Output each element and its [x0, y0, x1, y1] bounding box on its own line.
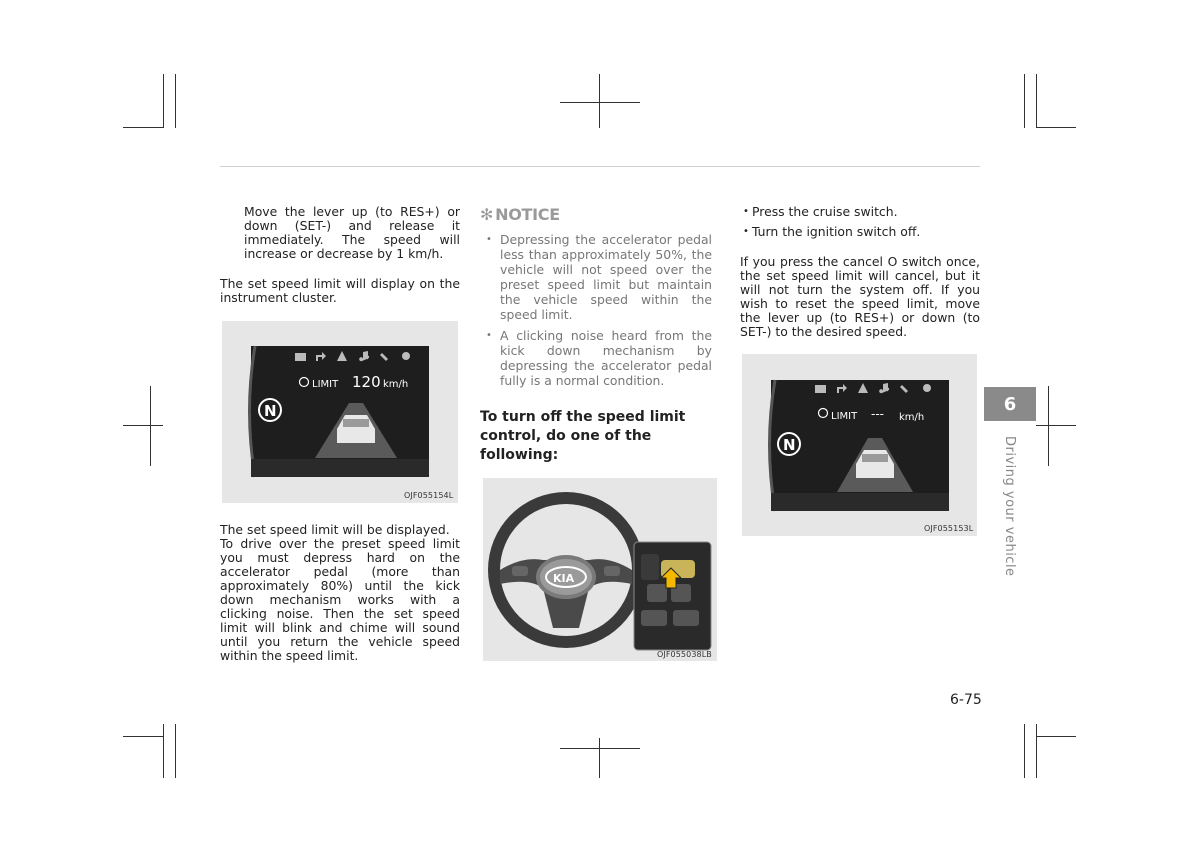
figure-cluster-cancel-limit: [742, 354, 977, 536]
notice-title: NOTICE: [495, 205, 560, 224]
column-middle: [480, 205, 712, 465]
figure-caption: OJF055153L: [924, 524, 974, 533]
gear-indicator: N: [783, 436, 796, 454]
notice-item: • A clicking noise heard from the kick down mechanism by depressing the accelerator pedal fully is a normal condition.: [480, 328, 712, 388]
gear-indicator: N: [264, 402, 277, 420]
crop-mark: [1024, 724, 1025, 778]
crop-mark: [123, 425, 163, 426]
header-rule: [220, 166, 980, 167]
limit-label: LIMIT: [312, 379, 339, 390]
limit-unit: km/h: [899, 412, 925, 423]
crop-mark: [1036, 724, 1037, 778]
figure-steering-wheel: [483, 478, 717, 661]
list-item: • Turn the ignition switch off.: [740, 225, 980, 239]
limit-value: 120: [352, 373, 381, 391]
crop-mark: [175, 724, 176, 778]
column-left: [220, 205, 460, 305]
crop-mark: [1036, 736, 1076, 737]
crop-mark: [599, 738, 600, 778]
crop-mark: [163, 74, 164, 128]
page-number: 6-75: [950, 692, 982, 708]
instrument-cluster-image: [222, 321, 458, 503]
crop-mark: [599, 74, 600, 128]
limit-unit: km/h: [383, 379, 409, 390]
paragraph: If you press the cancel O switch once, the set speed limit will cancel, but it will not turn the system off. If you wish to reset the speed limit, move the lever up (to RES+) or down (to SET-) to the desired speed.: [740, 254, 980, 339]
crop-mark: [1048, 386, 1049, 466]
crop-mark: [1036, 127, 1076, 128]
crop-mark: [560, 748, 640, 749]
crop-mark: [1024, 74, 1025, 128]
list-item: • Press the cruise switch.: [740, 205, 980, 219]
notice-item: • Depressing the accelerator pedal less than approximately 50%, the vehicle will not speed over the preset speed limit but maintain the vehicle speed within the speed limit.: [480, 232, 712, 322]
paragraph: The set speed limit will be displayed.: [220, 522, 450, 537]
crop-mark: [123, 127, 163, 128]
figure-caption: OJF055154L: [404, 491, 454, 500]
chapter-title: Driving your vehicle: [1002, 436, 1017, 577]
column-right: [740, 205, 980, 339]
paragraph: The set speed limit will display on the instrument cluster.: [220, 276, 460, 305]
crop-mark: [1036, 425, 1076, 426]
notice-icon: ✻: [480, 205, 494, 224]
instrument-cluster-image: [742, 354, 977, 536]
section-heading: To turn off the speed limit control, do one of the following:: [480, 409, 686, 463]
chapter-tab: 6: [984, 387, 1036, 421]
column-left-lower: [220, 523, 460, 663]
crop-mark: [163, 724, 164, 778]
crop-mark: [150, 386, 151, 466]
brand-logo-text: KIA: [553, 572, 575, 585]
steering-wheel-image: [483, 478, 717, 661]
crop-mark: [1036, 74, 1037, 128]
limit-value: ---: [871, 407, 884, 421]
paragraph: To drive over the preset speed limit you must depress hard on the accelerator pedal (more than approximately 80%) until the kick down mechanism works with a clicking noise. Then the set speed limit will blink and chime will sound until you return the vehicle speed within the speed limit.: [220, 536, 460, 663]
limit-label: LIMIT: [831, 411, 858, 422]
crop-mark: [560, 102, 640, 103]
figure-caption: OJF055038LB: [657, 650, 712, 659]
crop-mark: [123, 736, 163, 737]
figure-cluster-set-limit: [222, 321, 458, 503]
notice-heading: [480, 205, 712, 224]
paragraph: Move the lever up (to RES+) or down (SET-) and release it immediately. The speed will increase or decrease by 1 km/h.: [244, 204, 460, 261]
crop-mark: [175, 74, 176, 128]
